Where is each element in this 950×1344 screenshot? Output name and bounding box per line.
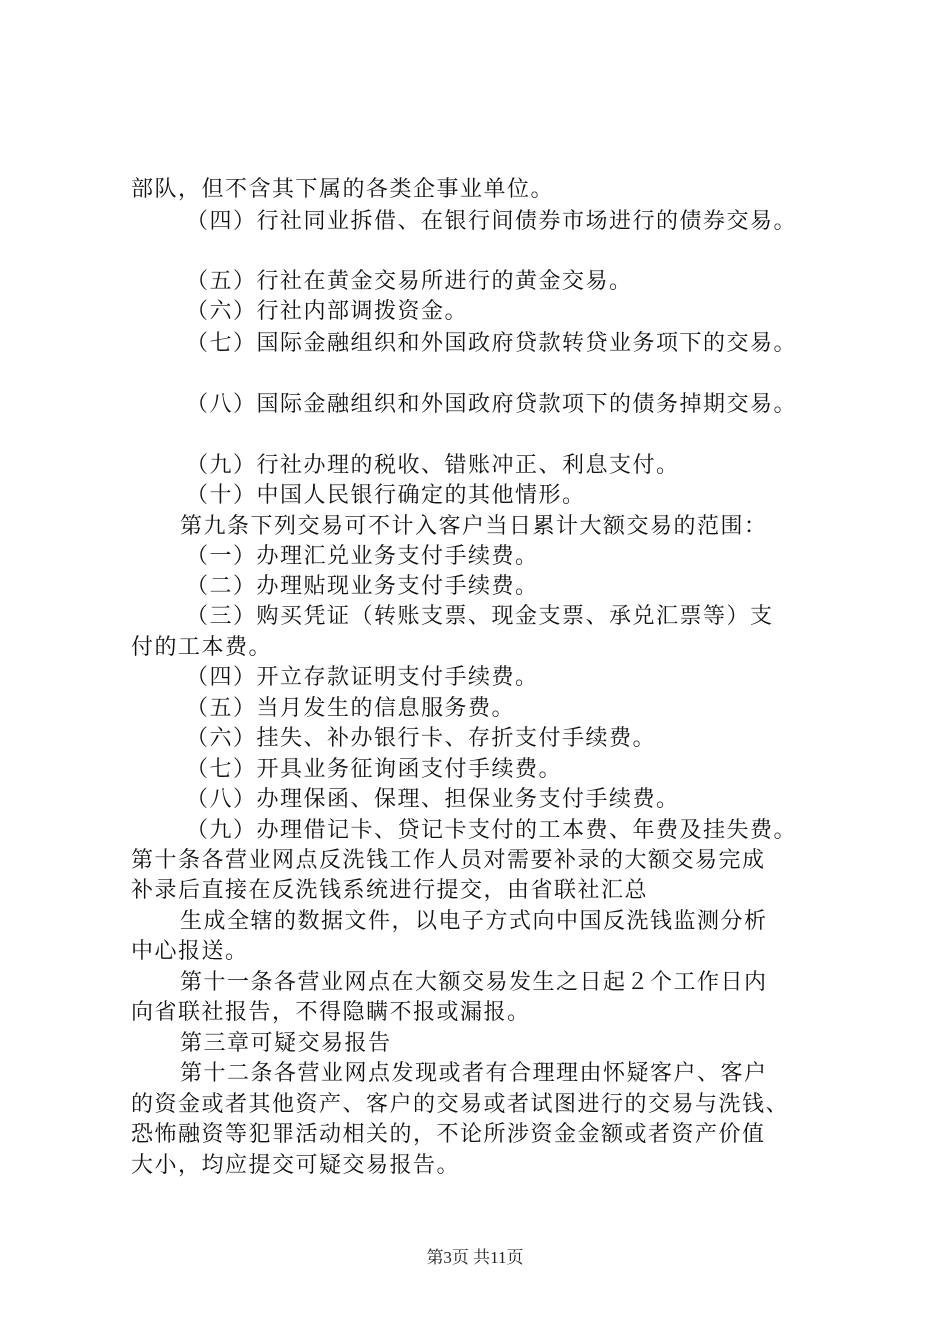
text-line: 补录后直接在反洗钱系统进行提交，由省联社汇总 xyxy=(131,878,649,903)
text-line: （三）购买凭证（转账支票、现金支票、承兑汇票等）支 xyxy=(186,604,774,629)
text-line: 向省联社报告，不得隐瞒不报或漏报。 xyxy=(131,1000,531,1025)
text-line: 第十一条各营业网点在大额交易发生之日起２个工作日内 xyxy=(180,970,768,995)
text-line: 大小，均应提交可疑交易报告。 xyxy=(131,1153,461,1178)
text-line: （八）办理保函、保理、担保业务支付手续费。 xyxy=(186,787,680,812)
text-line: （八）国际金融组织和外国政府贷款项下的债务掉期交易。 xyxy=(186,392,798,417)
text-line: 中心报送。 xyxy=(131,939,249,964)
text-line: （六）挂失、补办银行卡、存折支付手续费。 xyxy=(186,726,657,751)
text-line: 生成全辖的数据文件，以电子方式向中国反洗钱监测分析 xyxy=(180,909,768,934)
text-line: （五）当月发生的信息服务费。 xyxy=(186,696,516,721)
text-line: （九）行社办理的税收、错账冲正、利息支付。 xyxy=(186,453,680,478)
text-line: （九）办理借记卡、贷记卡支付的工本费、年费及挂失费。 xyxy=(186,818,798,843)
text-line: （六）行社内部调拨资金。 xyxy=(186,299,469,324)
text-line: 第九条下列交易可不计入客户当日累计大额交易的范围： xyxy=(180,514,768,539)
text-line: （十）中国人民银行确定的其他情形。 xyxy=(186,483,586,508)
section-heading: 第三章可疑交易报告 xyxy=(180,1031,392,1056)
page-number-footer: 第3页 共11页 xyxy=(426,1248,524,1267)
text-line: 付的工本费。 xyxy=(131,635,273,660)
text-line: （四）开立存款证明支付手续费。 xyxy=(186,665,539,690)
text-line: 的资金或者其他资产、客户的交易或者试图进行的交易与洗钱、 xyxy=(131,1092,790,1117)
text-line: （二）办理贴现业务支付手续费。 xyxy=(186,574,539,599)
text-line: （一）办理汇兑业务支付手续费。 xyxy=(186,544,539,569)
text-line: （五）行社在黄金交易所进行的黄金交易。 xyxy=(186,269,633,294)
text-line: 恐怖融资等犯罪活动相关的，不论所涉资金金额或者资产价值 xyxy=(131,1122,766,1147)
text-line: （七）国际金融组织和外国政府贷款转贷业务项下的交易。 xyxy=(186,331,798,356)
text-line: （七）开具业务征询函支付手续费。 xyxy=(186,757,563,782)
text-line: 第十二条各营业网点发现或者有合理理由怀疑客户、客户 xyxy=(180,1061,768,1086)
text-line: （四）行社同业拆借、在银行间债券市场进行的债券交易。 xyxy=(186,209,798,234)
text-line: 第十条各营业网点反洗钱工作人员对需要补录的大额交易完成 xyxy=(131,848,766,873)
text-line: 部队，但不含其下属的各类企事业单位。 xyxy=(131,177,555,202)
